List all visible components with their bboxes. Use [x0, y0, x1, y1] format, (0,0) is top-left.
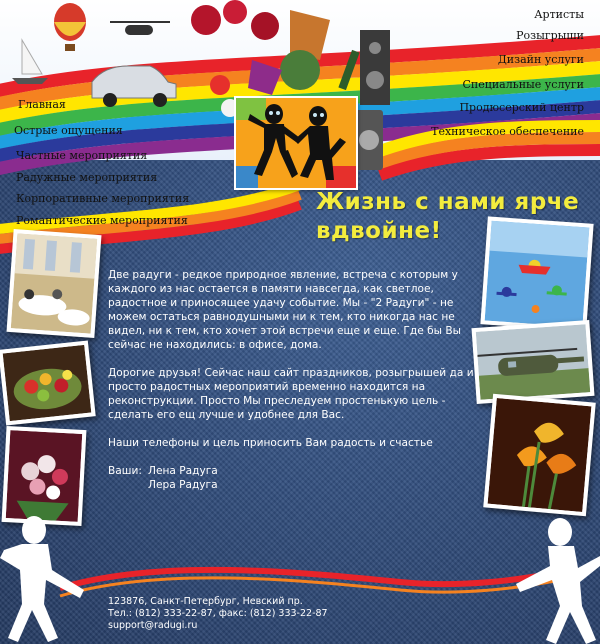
- nav-item-private-events[interactable]: Частные мероприятия: [16, 149, 148, 162]
- nav-item-corporate-events[interactable]: Корпоративные мероприятия: [16, 192, 190, 205]
- photo-skydivers: [480, 216, 593, 331]
- photo-calla-lilies: [483, 394, 596, 517]
- nav-item-extreme[interactable]: Острые ощущения: [14, 124, 123, 137]
- signature: [108, 464, 480, 478]
- signature-name-1: Лена Радуга: [148, 465, 218, 477]
- signature-label: Ваши:: [108, 465, 142, 477]
- main-content: [108, 268, 480, 492]
- footer-email-link[interactable]: support@radugi.ru: [108, 620, 198, 631]
- photo-fruit-platter: [0, 341, 96, 426]
- photo-helicopter: [471, 320, 594, 404]
- intro-paragraph: Две радуги - редкое природное явление, встреча с которым у каждого из нас остается в памяти навсегда, как светлое, радостное и приносящее удачу событие. Мы - "2 Радуги" - не можем остаться равнодушными ни к тем, кто никогда нас не видел, ни к тем, кто хочет этой встречи еще и еще. Где бы Вы сейчас не находились: в офисе, дома.: [108, 269, 461, 351]
- photo-banquet-hall: [7, 229, 102, 338]
- nav-item-romantic-events[interactable]: Романтические мероприятия: [16, 214, 188, 227]
- slogan-line-2: вдвойне!: [316, 218, 442, 244]
- notice-paragraph: Дорогие друзья! Сейчас наш сайт праздников, розыгрышей да и просто радостных мероприятий временно находится на реконструкции. Просто Мы преследуем простенькую цель - сделать его ещ лучше и удобнее для Вас.: [108, 367, 474, 421]
- nav-item-artists[interactable]: Артисты: [534, 8, 584, 21]
- signature-name-2: Лера Радуга: [148, 479, 218, 491]
- dancing-figures-icon: [236, 98, 356, 188]
- dancing-man-left-icon: [0, 516, 84, 642]
- nav-item-design-services[interactable]: Дизайн услуги: [497, 53, 584, 66]
- logo[interactable]: [236, 98, 356, 188]
- nav-item-rainbow-events[interactable]: Радужные мероприятия: [16, 171, 158, 184]
- nav-item-production-center[interactable]: Продюсерский центр: [459, 101, 584, 114]
- signature-second: [108, 478, 480, 492]
- nav-item-home[interactable]: Главная: [18, 98, 66, 111]
- nav-item-technical-support[interactable]: Техническое обеспечение: [431, 125, 584, 138]
- contacts-intro-paragraph: Наши телефоны и цель приносить Вам радость и счастье: [108, 437, 433, 449]
- dancing-man-right-icon: [516, 518, 600, 644]
- footer: [108, 596, 328, 632]
- nav-item-special-services[interactable]: Специальные услуги: [462, 78, 584, 91]
- footer-address: 123876, Санкт-Петербург, Невский пр.: [108, 596, 303, 607]
- nav-item-pranks[interactable]: Розыгрыши: [516, 29, 584, 42]
- footer-phones: Тел.: (812) 333-22-87, факс: (812) 333-22-87: [108, 608, 328, 619]
- slogan-line-1: Жизнь с нами ярче: [316, 189, 580, 215]
